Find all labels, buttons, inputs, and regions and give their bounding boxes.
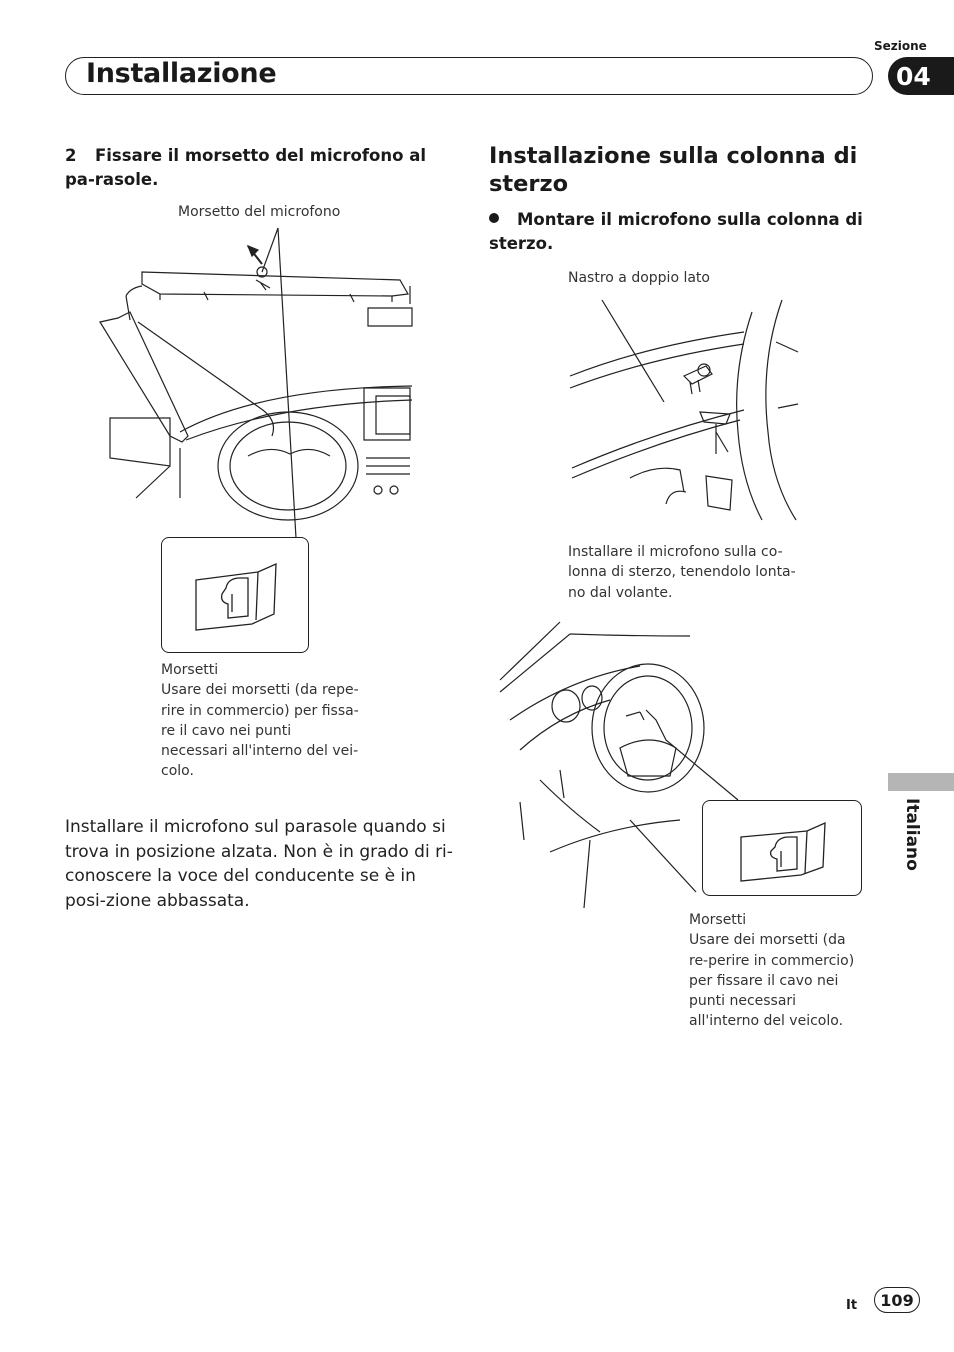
clamps-text-left: Usare dei morsetti (da repe-rire in commercio) per fissa-re il cavo nei punti necessari all'interno del vei-colo. — [161, 682, 359, 780]
clamp-icon — [162, 538, 308, 652]
cabin-illustration — [500, 620, 710, 908]
bullet-instruction — [489, 208, 869, 256]
callout-mic-clip: Morsetto del microfono — [178, 204, 341, 220]
clamps-text-right: Usare dei morsetti (da re-perire in commercio) per fissare il cavo nei punti necessari all'interno del veicolo. — [689, 932, 855, 1030]
language-tab-marker — [888, 773, 954, 791]
clamps-caption-left — [161, 660, 361, 782]
step-heading — [65, 144, 445, 192]
callout-double-sided-tape: Nastro a doppio lato — [568, 270, 710, 286]
clamp-detail-inset-right — [702, 800, 862, 896]
body-paragraph: Installare il microfono sul parasole quando si trova in posizione alzata. Non è in grado di ri-conoscere la voce del conducente se è in posi-zione abbassata. — [65, 817, 453, 911]
page-title: Installazione — [86, 58, 277, 89]
steering-column-illustration — [566, 292, 800, 520]
clamp-detail-inset — [161, 537, 309, 653]
bullet-text: Montare il microfono sulla colonna di sterzo. — [489, 210, 863, 253]
step-text: Fissare il morsetto del microfono al pa-rasole. — [65, 146, 426, 189]
clamps-title-right: Morsetti — [689, 912, 747, 928]
clamps-caption-right — [689, 910, 869, 1032]
footer-language-code: It — [846, 1298, 858, 1313]
install-caption: Installare il microfono sulla co-lonna di sterzo, tenendolo lonta-no dal volante. — [568, 544, 796, 601]
step-number: 2 — [65, 146, 77, 165]
section-number-badge: 04 — [888, 57, 954, 95]
section-heading: Installazione sulla colonna di sterzo — [489, 143, 858, 197]
clamp-icon-right — [703, 801, 861, 895]
language-tab-label: Italiano — [902, 798, 922, 871]
page-number: 109 — [874, 1287, 920, 1313]
section-label: Sezione — [874, 39, 927, 53]
bullet-icon — [489, 213, 499, 223]
sun-visor-illustration — [100, 222, 420, 512]
clamps-title-left: Morsetti — [161, 662, 219, 678]
